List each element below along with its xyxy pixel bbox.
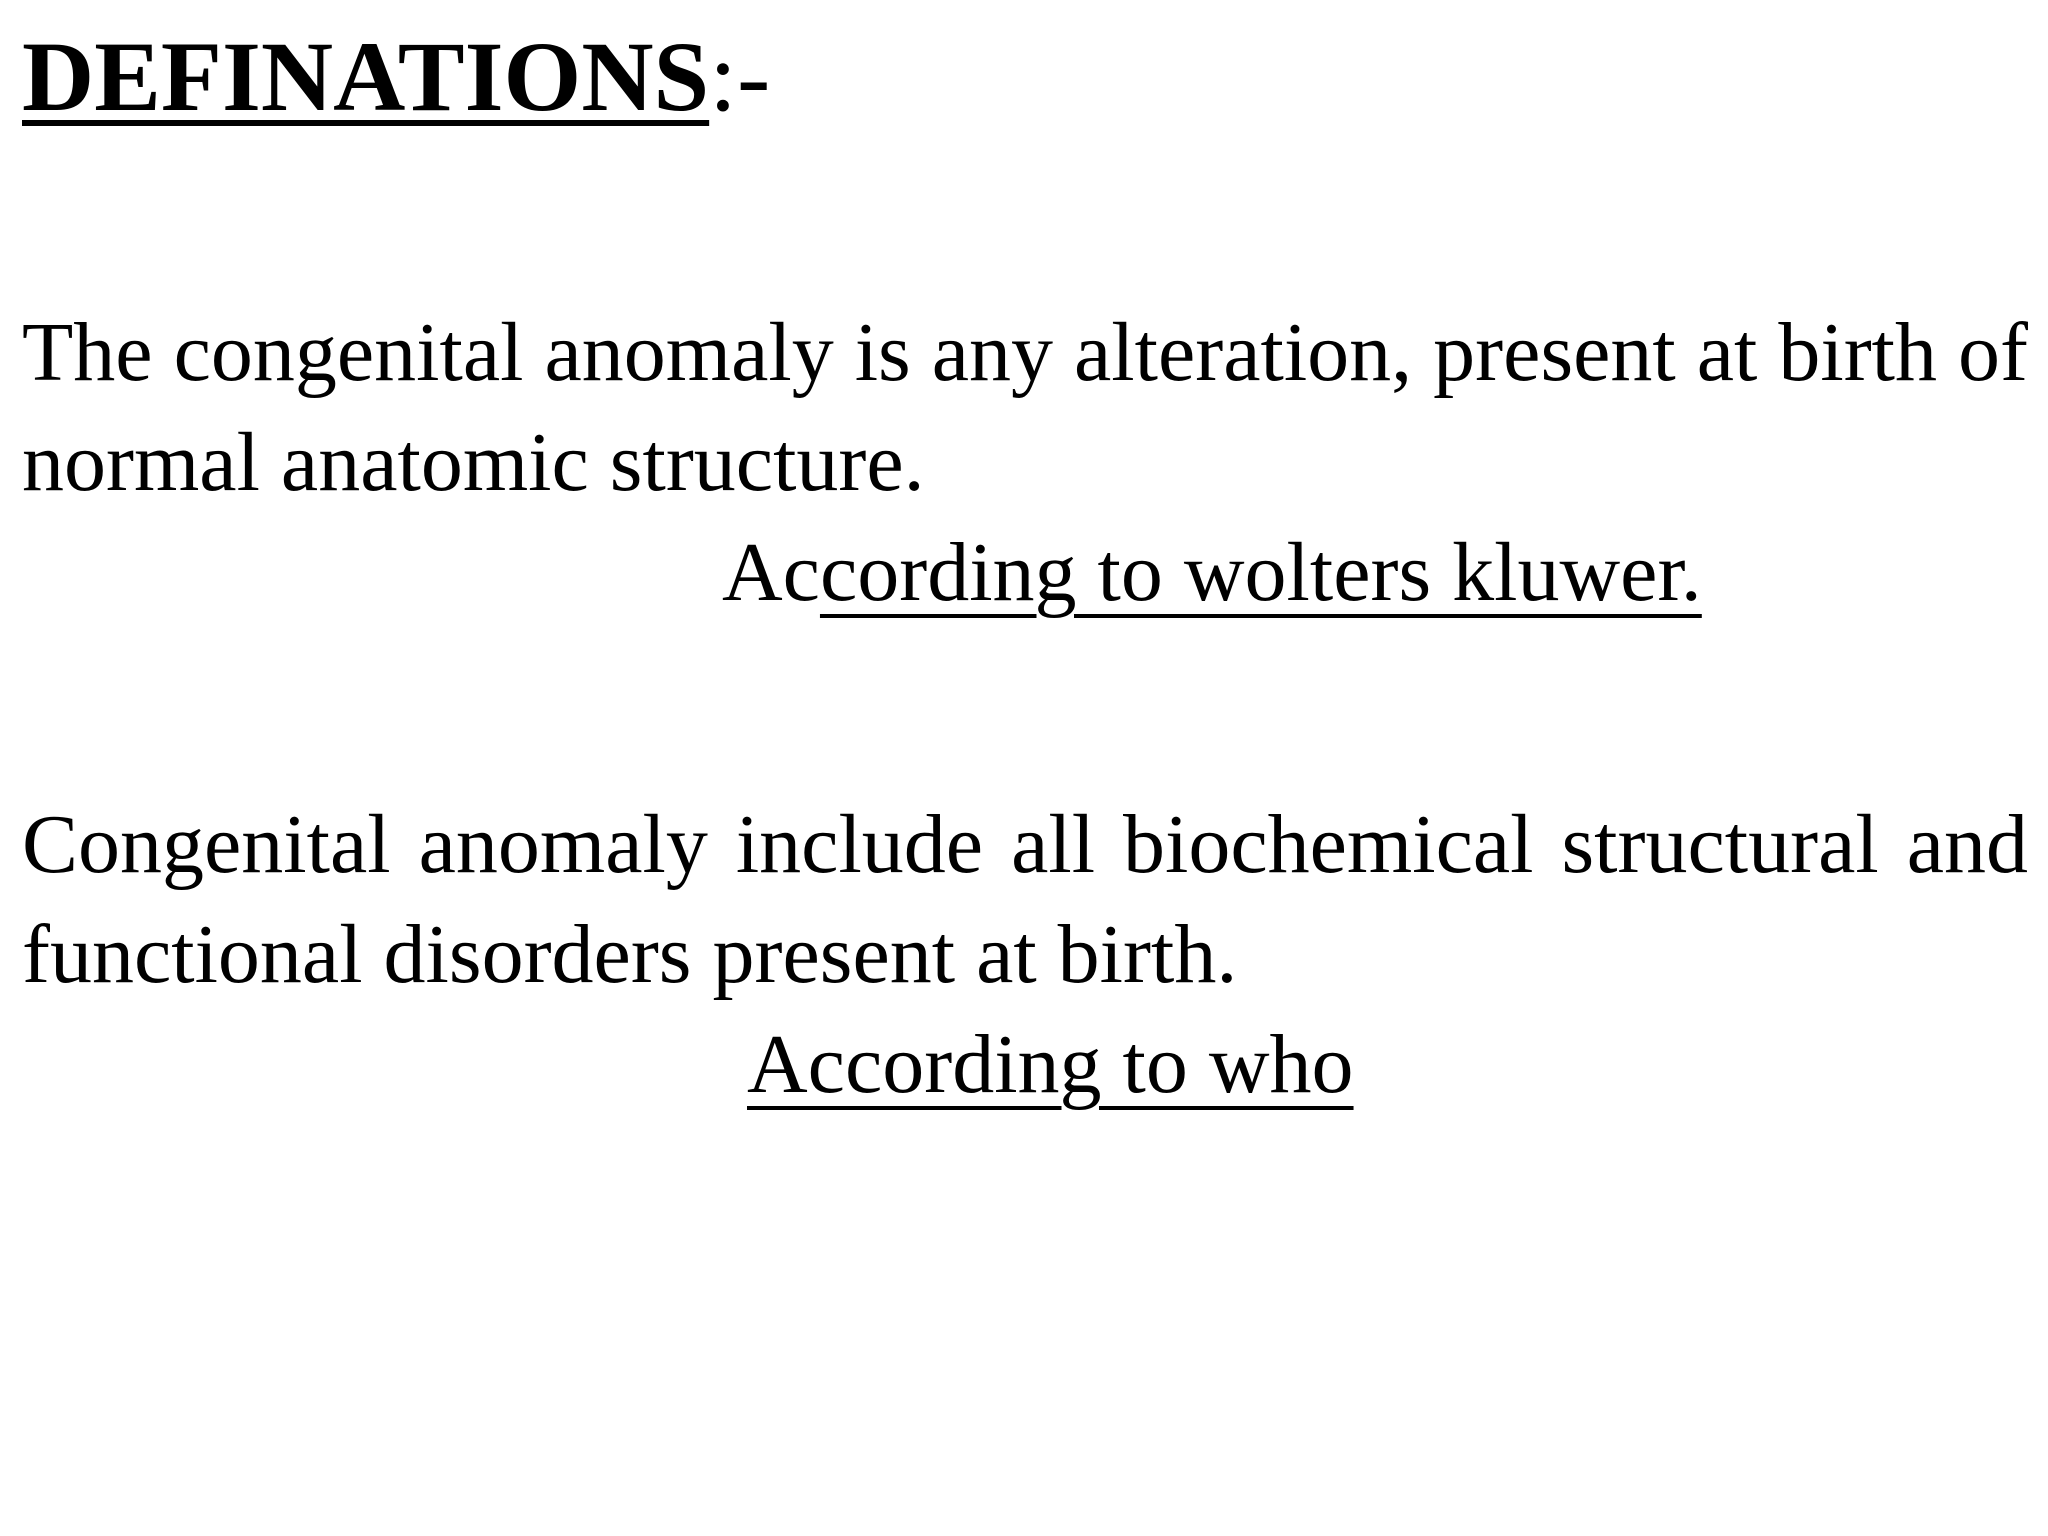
- definition-source-1-underlined: cording to wolters kluwer.: [819, 526, 1702, 619]
- definition-text-1: The congenital anomaly is any alteration, present at birth of normal anatomic structure.: [22, 306, 2028, 509]
- definition-source-1-prefix: Ac: [722, 526, 820, 619]
- page-title-suffix: :-: [709, 21, 771, 132]
- definition-text-2: Congenital anomaly include all biochemical structural and functional disorders present at birth.: [22, 798, 2028, 1001]
- definition-source-2-underlined: According to who: [747, 1018, 1354, 1111]
- definition-source-2: [747, 1010, 1354, 1120]
- page-title: [22, 22, 770, 132]
- page-title-text: DEFINATIONS: [22, 21, 710, 132]
- definition-source-1: [722, 518, 1702, 628]
